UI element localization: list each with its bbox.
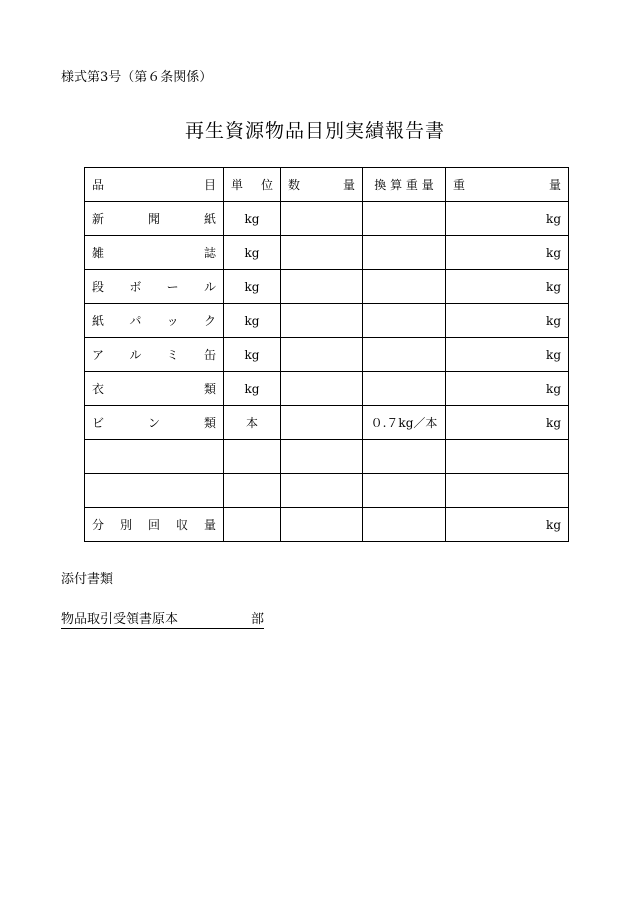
conversion-cell xyxy=(363,202,446,236)
table-row xyxy=(85,474,569,508)
weight-cell: kg xyxy=(446,406,569,440)
table-row xyxy=(85,236,569,270)
item-cell: 紙 パ ッ ク xyxy=(85,304,224,338)
quantity-cell xyxy=(281,440,363,474)
unit-cell: 本 xyxy=(224,406,281,440)
attachments-heading: 添付書類 xyxy=(61,572,114,587)
quantity-cell xyxy=(281,236,363,270)
conversion-cell xyxy=(363,338,446,372)
item-cell: 雑 誌 xyxy=(85,236,224,270)
attachment-unit: 部 xyxy=(250,612,264,627)
unit-cell: kg xyxy=(224,338,281,372)
unit-cell: kg xyxy=(224,304,281,338)
conversion-cell xyxy=(363,236,446,270)
weight-cell: kg xyxy=(446,270,569,304)
weight-cell: kg xyxy=(446,202,569,236)
unit-cell: kg xyxy=(224,372,281,406)
quantity-cell xyxy=(281,508,363,542)
conversion-cell xyxy=(363,440,446,474)
unit-cell xyxy=(224,508,281,542)
page-title: 再生資源物品目別実績報告書 xyxy=(184,120,445,142)
header-item: 品 目 xyxy=(85,168,224,202)
header-quantity: 数 量 xyxy=(281,168,363,202)
report-table xyxy=(84,167,569,542)
table-row xyxy=(85,508,569,542)
quantity-cell xyxy=(281,202,363,236)
conversion-cell xyxy=(363,474,446,508)
table-row xyxy=(85,202,569,236)
unit-cell: kg xyxy=(224,236,281,270)
unit-cell xyxy=(224,474,281,508)
item-cell: 段 ボ ー ル xyxy=(85,270,224,304)
quantity-cell xyxy=(281,406,363,440)
unit-cell: kg xyxy=(224,270,281,304)
weight-cell: kg xyxy=(446,372,569,406)
table-header-row xyxy=(85,168,569,202)
item-cell: ア ル ミ 缶 xyxy=(85,338,224,372)
weight-cell xyxy=(446,474,569,508)
quantity-cell xyxy=(281,474,363,508)
item-cell: 分 別 回 収 量 xyxy=(85,508,224,542)
conversion-cell xyxy=(363,372,446,406)
attachment-label: 物品取引受領書原本 xyxy=(61,612,179,627)
quantity-cell xyxy=(281,372,363,406)
table-row xyxy=(85,304,569,338)
header-conversion: 換 算 重 量 xyxy=(363,168,446,202)
item-cell: 新 聞 紙 xyxy=(85,202,224,236)
unit-cell xyxy=(224,440,281,474)
conversion-cell: ０.７kg／本 xyxy=(363,406,446,440)
conversion-cell xyxy=(363,270,446,304)
item-cell xyxy=(85,474,224,508)
unit-cell: kg xyxy=(224,202,281,236)
item-cell xyxy=(85,440,224,474)
quantity-cell xyxy=(281,270,363,304)
weight-cell: kg xyxy=(446,508,569,542)
attachment-line xyxy=(61,608,264,629)
table-row xyxy=(85,406,569,440)
table-row xyxy=(85,338,569,372)
weight-cell: kg xyxy=(446,236,569,270)
form-number: 様式第3号（第６条関係） xyxy=(61,70,213,85)
table-row xyxy=(85,270,569,304)
item-cell: ビ ン 類 xyxy=(85,406,224,440)
conversion-cell xyxy=(363,508,446,542)
quantity-cell xyxy=(281,304,363,338)
table-row xyxy=(85,372,569,406)
item-cell: 衣 類 xyxy=(85,372,224,406)
weight-cell: kg xyxy=(446,304,569,338)
header-unit: 単 位 xyxy=(224,168,281,202)
header-weight: 重 量 xyxy=(446,168,569,202)
table-row xyxy=(85,440,569,474)
weight-cell xyxy=(446,440,569,474)
quantity-cell xyxy=(281,338,363,372)
weight-cell: kg xyxy=(446,338,569,372)
conversion-cell xyxy=(363,304,446,338)
